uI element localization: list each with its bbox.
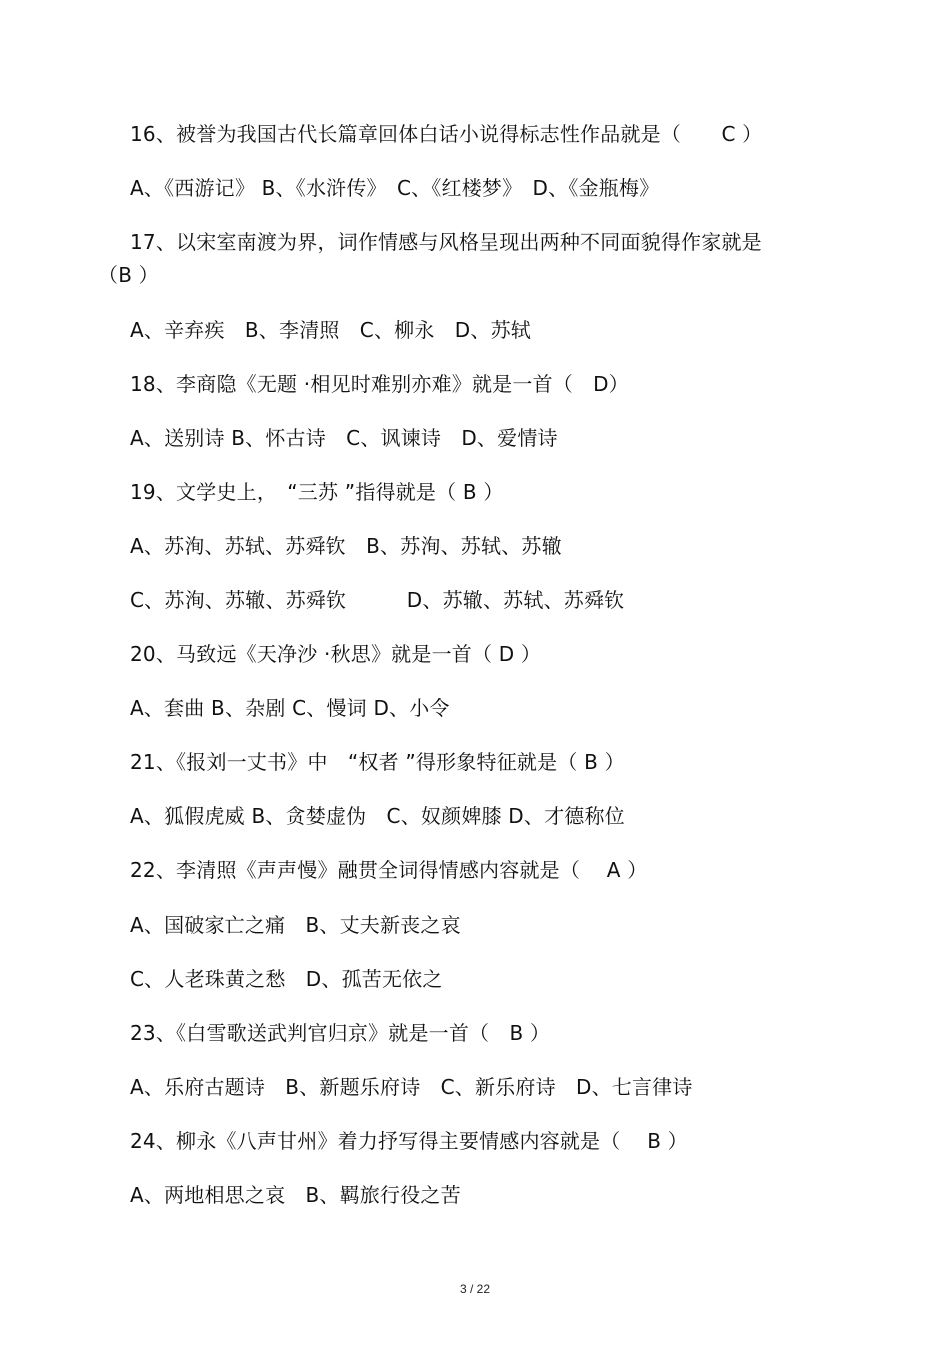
- options-17: A、辛弃疾 B、李清照 C、柳永 D、苏轼: [130, 318, 531, 342]
- options-22-cd: C、人老珠黄之愁 D、孤苦无依之: [130, 967, 443, 991]
- options-18: A、送别诗 B、怀古诗 C、讽谏诗 D、爱情诗: [130, 426, 558, 450]
- options-19-ab: A、苏洵、苏轼、苏舜钦 B、苏洵、苏轼、苏辙: [130, 534, 562, 558]
- options-22-ab: A、国破家亡之痛 B、丈夫新丧之哀: [130, 913, 461, 937]
- question-20: 20、马致远《天净沙 ·秋思》就是一首（ D ）: [130, 642, 542, 666]
- question-22: 22、李清照《声声慢》融贯全词得情感内容就是（ A ）: [130, 858, 648, 882]
- page-number: 3 / 22: [459, 1282, 491, 1296]
- question-18: 18、李商隐《无题 ·相见时难别亦难》就是一首（ D）: [130, 372, 629, 396]
- question-19: 19、文学史上， “三苏 ”指得就是（ B ）: [130, 480, 504, 504]
- options-23: A、乐府古题诗 B、新题乐府诗 C、新乐府诗 D、七言律诗: [130, 1075, 693, 1099]
- options-24: A、两地相思之哀 B、羁旅行役之苦: [130, 1183, 461, 1207]
- question-21: 21、《报刘一丈书》中 “权者 ”得形象特征就是（ B ）: [130, 750, 625, 774]
- options-21: A、狐假虎威 B、贪婪虚伪 C、奴颜婢膝 D、才德称位: [130, 804, 625, 828]
- options-16: A、《西游记》 B、《水浒传》 C、《红楼梦》 D、《金瓶梅》: [130, 176, 660, 200]
- question-24: 24、柳永《八声甘州》着力抒写得主要情感内容就是（ B ）: [130, 1129, 688, 1153]
- options-20: A、套曲 B、杂剧 C、慢词 D、小令: [130, 696, 450, 720]
- question-17-answer: （B ）: [98, 263, 159, 287]
- options-19-cd: C、苏洵、苏辙、苏舜钦 D、苏辙、苏轼、苏舜钦: [130, 588, 625, 612]
- question-23: 23、《白雪歌送武判官归京》就是一首（ B ）: [130, 1021, 551, 1045]
- question-17: 17、以宋室南渡为界，词作情感与风格呈现出两种不同面貌得作家就是: [130, 230, 762, 254]
- question-16: 16、被誉为我国古代长篇章回体白话小说得标志性作品就是（ C ）: [130, 122, 763, 146]
